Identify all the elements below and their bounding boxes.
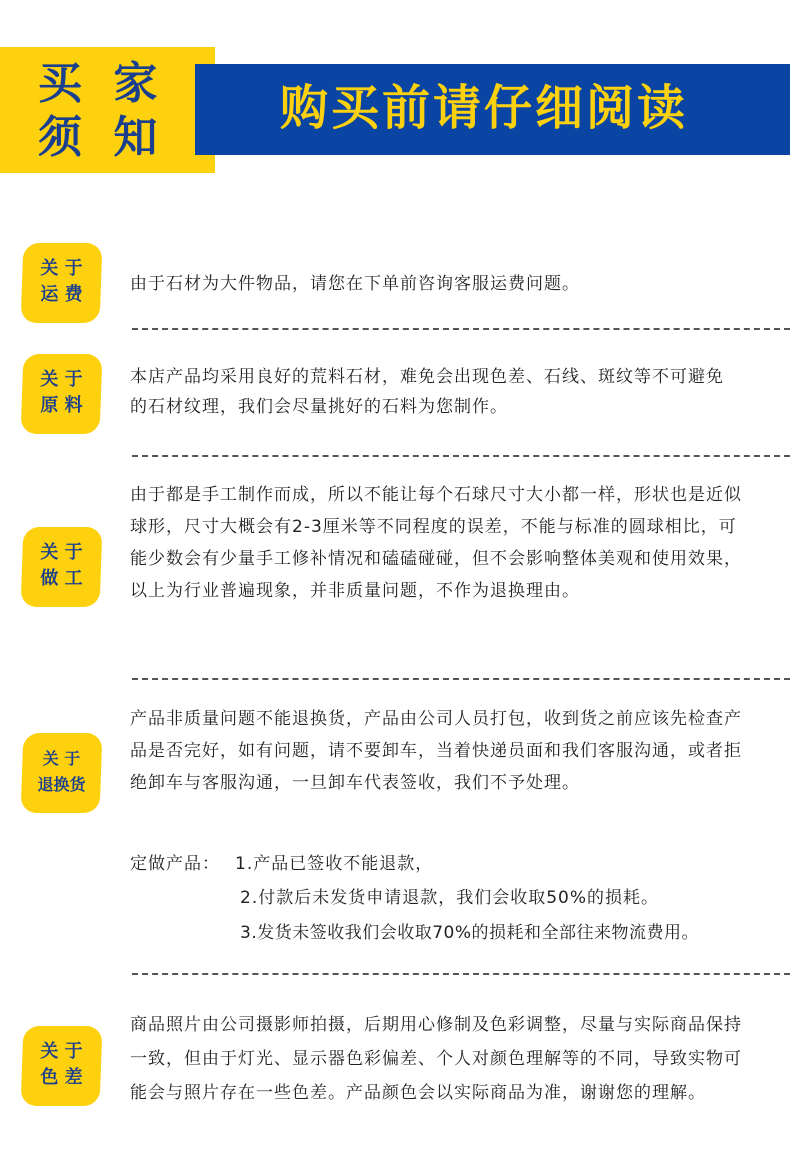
buyer-notice-title (38, 57, 178, 165)
color-text: 商品照片由公司摄影师拍摄，后期用心修制及色彩调整，尽量与实际商品保持一致，但由于灯光、显示器色彩偏差、个人对颜色理解等的不同，导致实物可能会与照片存在一些色差。产品颜色会以实际商品为准，谢谢您的理解。 (130, 1015, 742, 1103)
buyer-notice-line2: 须 知 (38, 112, 166, 163)
badge-line2: 做 工 (40, 568, 83, 589)
divider (132, 678, 790, 680)
divider (132, 973, 790, 975)
badge-line2: 色 差 (40, 1067, 83, 1088)
section-badge-color-label (22, 1039, 101, 1091)
badge-line1: 关 于 (40, 1041, 83, 1062)
badge-line2: 退换货 (37, 775, 86, 794)
list-item: 3.发货未签收我们会收取70%的损耗和全部往来物流费用。 (240, 923, 700, 943)
badge-line2: 原 料 (40, 395, 83, 416)
custom-product-label: 定做产品： (130, 854, 220, 874)
section-badge-craft-label (22, 540, 101, 592)
section-badge-return-label (22, 746, 101, 798)
badge-line1: 关 于 (40, 542, 83, 563)
material-text: 本店产品均采用良好的荒料石材，难免会出现色差、石线、斑纹等不可避免的石材纹理，我们会尽量挑好的石料为您制作。 (130, 367, 724, 417)
buyer-notice-line1: 买 家 (38, 58, 166, 109)
shipping-text: 由于石材为大件物品，请您在下单前咨询客服运费问题。 (130, 274, 580, 294)
badge-line2: 运 费 (40, 284, 83, 305)
page-title: 购买前请仔细阅读 (280, 80, 689, 136)
return-text: 产品非质量问题不能退换货，产品由公司人员打包，收到货之前应该先检查产品是否完好，如有问题，请不要卸车，当着快递员面和我们客服沟通，或者拒绝卸车与客服沟通，一旦卸车代表签收，我们不予处理。 (130, 709, 742, 793)
section-badge-material-label (22, 367, 101, 419)
section-badge-shipping-label (22, 256, 101, 308)
badge-line1: 关 于 (42, 749, 81, 768)
badge-line1: 关 于 (40, 258, 83, 279)
list-item: 1.产品已签收不能退款， (235, 854, 434, 874)
divider (132, 455, 790, 457)
craft-text: 由于都是手工制作而成，所以不能让每个石球尺寸大小都一样，形状也是近似球形，尺寸大概会有2-3厘米等不同程度的误差，不能与标准的圆球相比，可能少数会有少量手工修补情况和磕磕碰碰，但不会影响整体美观和使用效果，以上为行业普遍现象，并非质量问题，不作为退换理由。 (130, 485, 742, 601)
divider (132, 328, 790, 330)
badge-line1: 关 于 (40, 369, 83, 390)
list-item: 2.付款后未发货申请退款，我们会收取50%的损耗。 (240, 888, 660, 908)
